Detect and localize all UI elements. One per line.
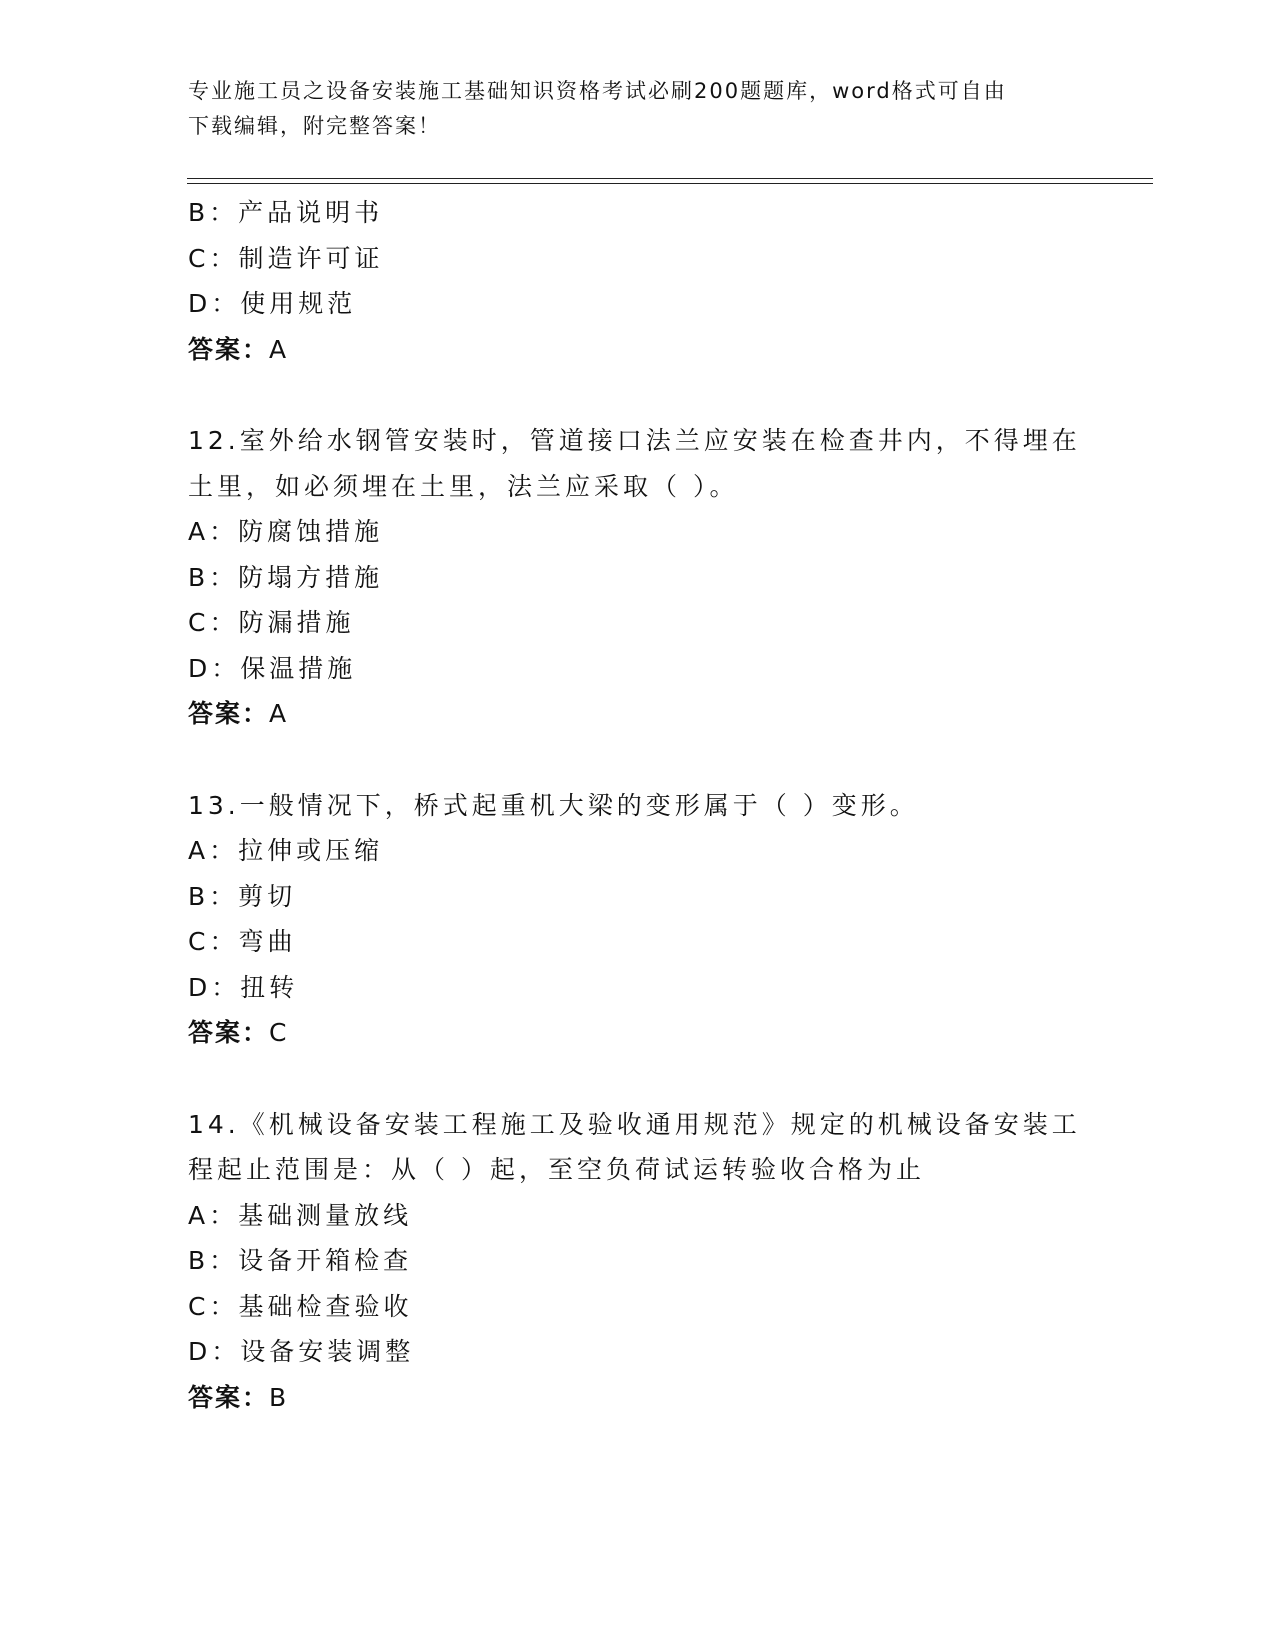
question-stem-line-1: 13.一般情况下，桥式起重机大梁的变形属于（ ）变形。 <box>188 790 919 820</box>
document-header <box>188 74 1068 144</box>
option-b: B：产品说明书 <box>188 198 384 227</box>
answer-line <box>188 327 1088 373</box>
option-c: C：防漏措施 <box>188 608 355 637</box>
answer-value: A <box>269 699 289 728</box>
answer-line <box>188 691 1088 737</box>
answer-value: B <box>269 1382 289 1412</box>
question-13 <box>188 783 1088 1056</box>
answer-line <box>188 1010 1088 1056</box>
question-stem-line-1: 14.《机械设备安装工程施工及验收通用规范》规定的机械设备安装工 <box>188 1109 1081 1139</box>
header-line-2: 下载编辑，附完整答案！ <box>188 114 441 138</box>
option-b: B：防塌方措施 <box>188 562 384 592</box>
answer-value: A <box>269 334 289 364</box>
option-d: D：保温措施 <box>188 653 357 683</box>
question-stem-line-2: 土里，如必须埋在土里，法兰应采取（ ）。 <box>188 471 739 501</box>
option-b: B：设备开箱检查 <box>188 1246 413 1275</box>
option-d: D：使用规范 <box>188 289 357 318</box>
question-12 <box>188 418 1088 737</box>
answer-label: 答案： <box>188 699 270 728</box>
question-stem-line-2: 程起止范围是：从（ ）起，至空负荷试运转验收合格为止 <box>188 1155 925 1184</box>
option-d: D：设备安装调整 <box>188 1337 415 1366</box>
header-line-1: 专业施工员之设备安装施工基础知识资格考试必刷200题题库，word格式可自由 <box>188 79 1007 103</box>
question-stem-line-1: 12.室外给水钢管安装时，管道接口法兰应安装在检查井内，不得埋在 <box>188 426 1081 455</box>
option-a: A：基础测量放线 <box>188 1200 413 1230</box>
option-c: C：基础检查验收 <box>188 1291 413 1321</box>
question-14 <box>188 1102 1088 1421</box>
answer-label: 答案： <box>188 1018 270 1047</box>
option-a: A：拉伸或压缩 <box>188 836 384 865</box>
option-c: C：制造许可证 <box>188 243 384 273</box>
option-d: D：扭转 <box>188 972 299 1002</box>
question-11-tail <box>188 190 1088 372</box>
answer-label: 答案： <box>188 1382 270 1412</box>
option-a: A：防腐蚀措施 <box>188 517 384 546</box>
option-b: B：剪切 <box>188 881 297 911</box>
header-divider <box>187 178 1153 184</box>
answer-line <box>188 1375 1088 1421</box>
option-c: C：弯曲 <box>188 927 297 956</box>
answer-label: 答案： <box>188 334 270 364</box>
answer-value: C <box>269 1018 289 1047</box>
question-list <box>188 190 1088 1466</box>
